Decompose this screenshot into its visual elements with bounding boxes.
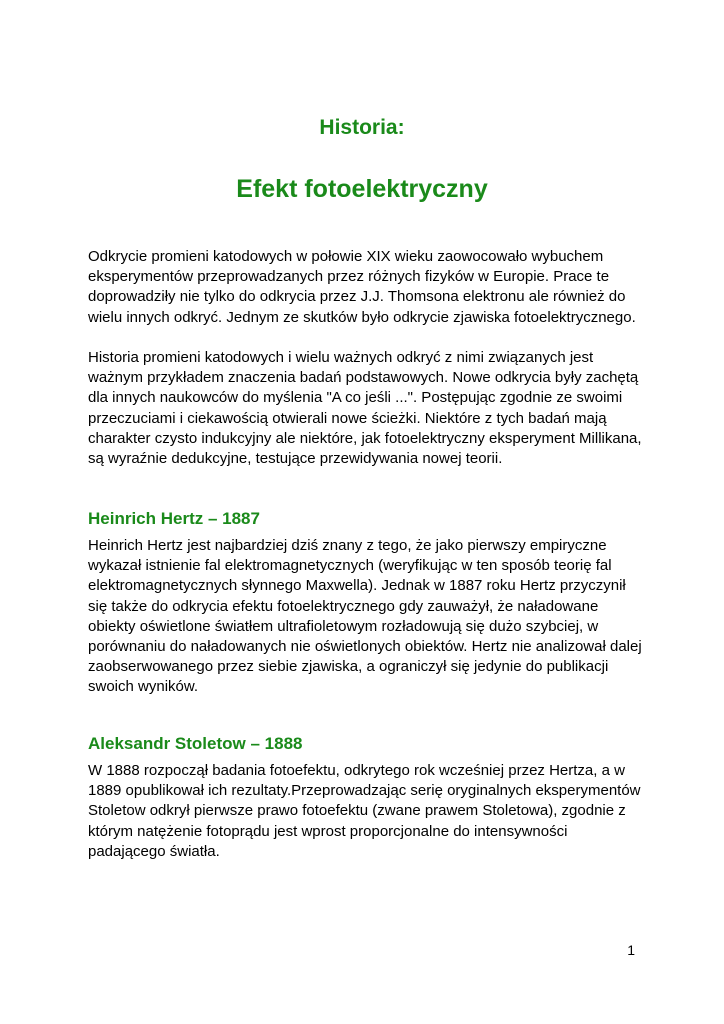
section-heading-hertz: Heinrich Hertz – 1887 xyxy=(88,509,260,528)
document-title: Historia: xyxy=(319,116,405,139)
section-heading-stoletow: Aleksandr Stoletow – 1888 xyxy=(88,734,303,753)
document-subtitle: Efekt fotoelektryczny xyxy=(236,175,488,203)
section-text-stoletow: W 1888 rozpoczął badania fotoefektu, odkrytego rok wcześniej przez Hertza, a w 1889 opublikował ich rezultaty.Przeprowadzając serię oryginalnych eksperymentów Stoletow odkrył pierwsze prawo fotoefektu (zwane prawem Stoletowa), zgodnie z którym natężenie fotoprądu jest wprost proporcjonalne do intensywności padającego światła. xyxy=(88,762,641,860)
page-number: 1 xyxy=(627,942,635,958)
section-text-hertz: Heinrich Hertz jest najbardziej dziś znany z tego, że jako pierwszy empiryczne wykazał istnienie fal elektromagnetycznych (weryfikując w ten sposób teorię fal elektromagnetycznych słynnego Maxwella). Jednak w 1887 roku Hertz przyczynił się także do odkrycia efektu fotoelektrycznego gdy zauważył, że naładowane obiekty oświetlone światłem ultrafioletowym rozładowują się dużo szybciej, w porównaniu do naładowanych nie oświetlonych obiektów. Hertz nie analizował dalej zaobserwowanego przez siebie zjawiska, a ograniczył się jedynie do publikacji swoich wyników. xyxy=(88,537,642,696)
intro-paragraph-1: Odkrycie promieni katodowych w połowie XIX wieku zaowocowało wybuchem eksperymentów przeprowadzanych przez różnych fizyków w Europie. Prace te doprowadziły nie tylko do odkrycia przez J.J. Thomsona elektronu ale również do wielu innych odkryć. Jednym ze skutków było odkrycie zjawiska fotoelektrycznego. xyxy=(88,248,636,326)
intro-paragraph-2: Historia promieni katodowych i wielu ważnych odkryć z nimi związanych jest ważnym przykładem znaczenia badań podstawowych. Nowe odkrycia były zachętą dla innych naukowców do myślenia "A co jeśli ...". Postępując zgodnie ze swoimi przeczuciami i ciekawością otwierali nowe ścieżki. Niektóre z tych badań mają charakter czysto indukcyjny ale niektóre, jak fotoelektryczny eksperyment Millikana, są wyraźnie dedukcyjne, testujące przewidywania nowej teorii. xyxy=(88,349,642,468)
